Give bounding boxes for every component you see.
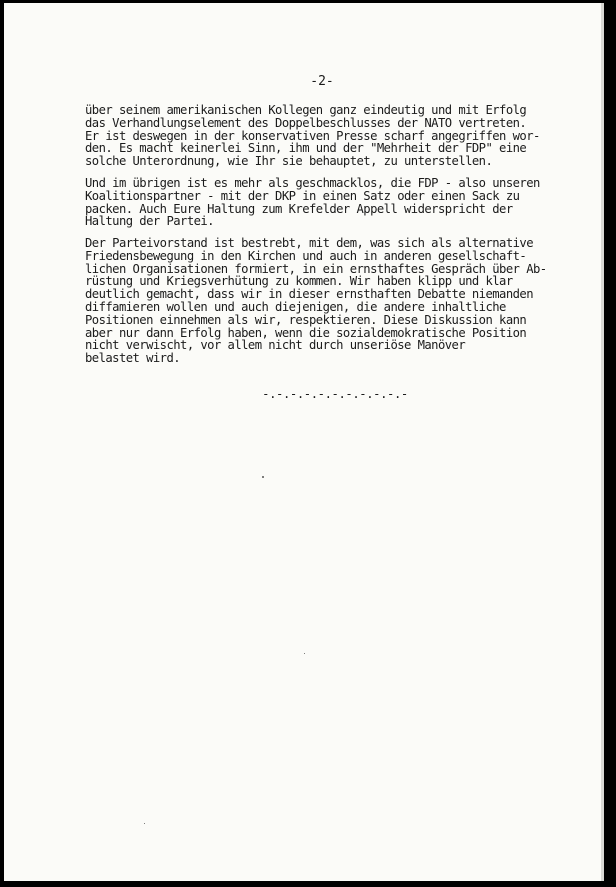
paragraph-1 — [85, 104, 540, 168]
text-line: aber nur dann Erfolg haben, wenn die sozialdemokratische Position — [85, 325, 527, 340]
scan-speck — [262, 476, 264, 478]
text-line: packen. Auch Eure Haltung zum Krefelder Appell widerspricht der — [85, 201, 513, 216]
text-line: Er ist deswegen in der konservativen Presse scharf angegriffen wor- — [85, 128, 540, 143]
text-line: Koalitionspartner - mit der DKP in einen Satz oder einen Sack zu — [85, 188, 520, 203]
text-line: nicht verwischt, vor allem nicht durch unseriöse Manöver — [85, 338, 466, 353]
text-line: über seinem amerikanischen Kollegen ganz eindeutig und mit Erfolg — [85, 103, 527, 117]
end-separator: -.-.-.-.-.-.-.-.-.-.- — [262, 387, 408, 401]
scan-speck — [144, 823, 145, 824]
text-line: solche Unterordnung, wie Ihr sie behauptet, zu unterstellen. — [85, 154, 493, 169]
page-number: -2- — [310, 74, 334, 89]
paragraph-3 — [85, 237, 547, 365]
text-line: belastet wird. — [85, 351, 181, 366]
paragraph-2 — [85, 177, 540, 228]
text-line: Der Parteivorstand ist bestrebt, mit dem, was sich als alternative — [85, 236, 533, 250]
text-line: das Verhandlungselement des Doppelbeschlusses der NATO vertreten. — [85, 115, 527, 130]
text-line: Und im übrigen ist es mehr als geschmacklos, die FDP - also unseren — [85, 176, 540, 190]
text-line: diffamieren wollen und auch diejenigen, die andere inhaltliche — [85, 299, 506, 314]
scan-speck — [304, 653, 305, 654]
document-page — [4, 3, 604, 881]
text-line: Positionen einnehmen als wir, respektieren. Diese Diskussion kann — [85, 312, 527, 327]
text-line: deutlich gemacht, dass wir in dieser ernsthaften Debatte niemanden — [85, 287, 533, 302]
page-edge — [601, 3, 604, 881]
text-line: den. Es macht keinerlei Sinn, ihm und der "Mehrheit der FDP" eine — [85, 141, 527, 156]
text-line: lichen Organisationen formiert, in ein ernsthaftes Gespräch über Ab- — [85, 261, 547, 276]
text-line: rüstung und Kriegsverhütung zu kommen. Wir haben klipp und klar — [85, 274, 513, 289]
text-line: Haltung der Partei. — [85, 214, 214, 229]
text-line: Friedensbewegung in den Kirchen und auch in anderen gesellschaft- — [85, 248, 527, 263]
